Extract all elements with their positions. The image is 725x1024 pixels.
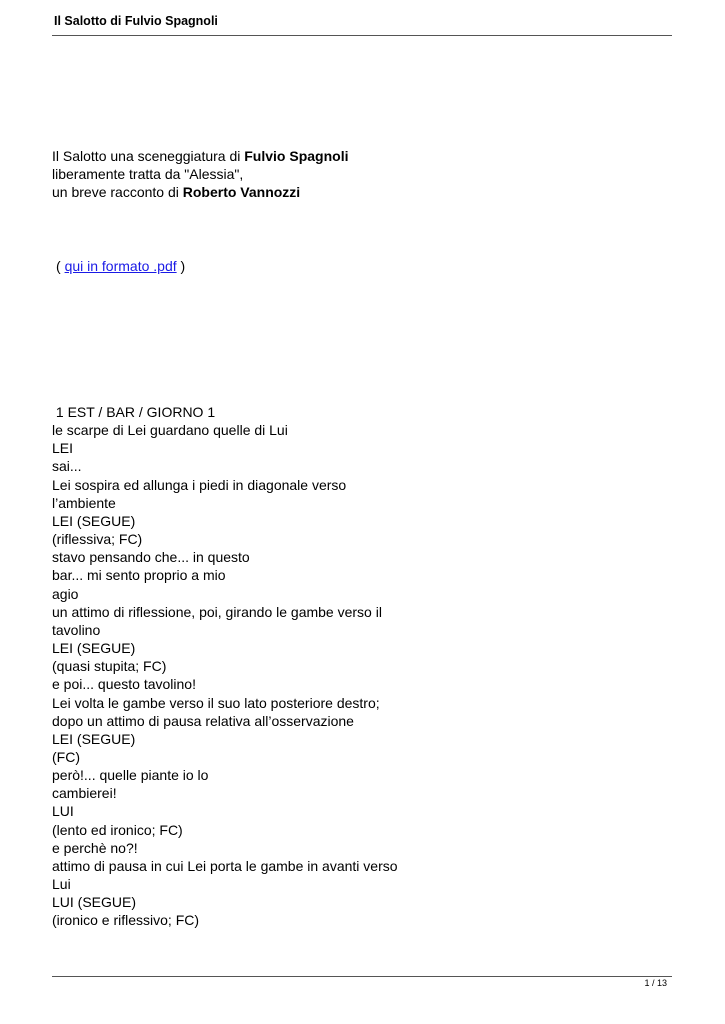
intro-line-1-text: Il Salotto una sceneggiatura di [52, 148, 245, 164]
screenplay-author: Fulvio Spagnoli [244, 148, 349, 164]
script-line: l’ambiente [52, 494, 116, 511]
script-line: (FC) [52, 748, 80, 765]
script-line: agio [52, 585, 79, 602]
pdf-link-line [56, 257, 185, 275]
script-line: sai... [52, 458, 82, 475]
script-line: (lento ed ironico; FC) [52, 821, 183, 838]
script-line: stavo pensando che... in questo [52, 549, 250, 566]
script-line: bar... mi sento proprio a mio [52, 567, 226, 584]
script-line: attimo di pausa in cui Lei porta le gambe in avanti verso [52, 857, 398, 874]
script-line: LUI (SEGUE) [52, 894, 137, 911]
script-line: le scarpe di Lei guardano quelle di Lui [52, 422, 288, 439]
script-line: (ironico e riflessivo; FC) [52, 912, 200, 929]
script-line: LEI (SEGUE) [52, 640, 136, 657]
intro-line-3-text: un breve racconto di [52, 184, 183, 201]
script-line: un attimo di riflessione, poi, girando le gambe verso il [52, 603, 382, 620]
script-line: però!... quelle piante io lo [52, 767, 209, 784]
footer-divider [52, 976, 672, 977]
intro-line-1 [52, 147, 348, 165]
script-line: (quasi stupita; FC) [52, 658, 167, 675]
script-line: Lei sospira ed allunga i piedi in diagonale verso [52, 476, 347, 493]
page-number: 1 / 13 [644, 978, 667, 988]
page-header-title: Il Salotto di Fulvio Spagnoli [54, 14, 218, 28]
intro-line-3 [52, 183, 348, 201]
script-line: tavolino [52, 621, 101, 638]
pdf-paren-open: ( [56, 258, 65, 274]
pdf-download-link[interactable]: qui in formato .pdf [64, 258, 177, 274]
script-line: e poi... questo tavolino! [52, 676, 196, 693]
script-line: LEI (SEGUE) [52, 730, 136, 747]
story-author: Roberto Vannozzi [182, 184, 301, 201]
script-line: 1 EST / BAR / GIORNO 1 [52, 404, 216, 420]
script-line: Lui [52, 876, 71, 893]
script-line: (riflessiva; FC) [52, 531, 143, 548]
script-line: LUI [52, 803, 74, 820]
script-line: Lei volta le gambe verso il suo lato posteriore destro; [52, 694, 380, 711]
intro-line-2: liberamente tratta da "Alessia", [52, 166, 244, 183]
script-line: dopo un attimo di pausa relativa all’osservazione [52, 712, 354, 729]
script-line: e perchè no?! [52, 839, 138, 856]
script-line: LEI (SEGUE) [52, 512, 136, 529]
pdf-paren-close: ) [176, 258, 186, 274]
header-divider [52, 35, 672, 36]
script-line: cambierei! [52, 785, 117, 802]
script-line: LEI [52, 440, 74, 457]
screenplay-text [52, 403, 398, 930]
intro-block [52, 147, 348, 202]
